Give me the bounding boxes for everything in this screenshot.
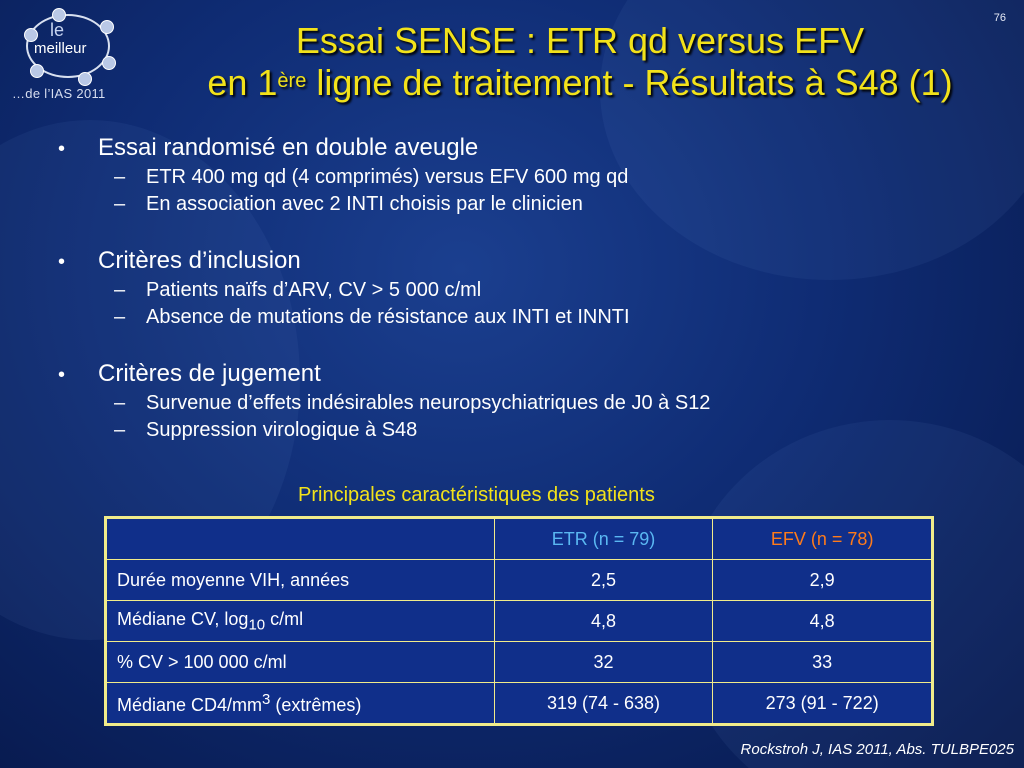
- sub-bullet-item: – Patients naïfs d’ARV, CV > 5 000 c/ml: [114, 279, 482, 301]
- event-logo: [8, 6, 138, 106]
- row-label: % CV > 100 000 c/ml: [106, 642, 495, 683]
- sub-bullet-item: – ETR 400 mg qd (4 comprimés) versus EFV 600 mg qd: [114, 166, 629, 188]
- logo-dot: [30, 64, 44, 78]
- efv-value: 4,8: [713, 601, 933, 642]
- header-etr: ETR (n = 79): [494, 518, 713, 560]
- etr-value: 32: [494, 642, 713, 683]
- table-row: [106, 560, 933, 601]
- row-label: Durée moyenne VIH, années: [106, 560, 495, 601]
- page-number: 76: [993, 12, 1006, 24]
- sub-bullet-item: – Absence de mutations de résistance aux INTI et INNTI: [114, 306, 630, 328]
- slide-title: [150, 20, 1010, 104]
- sub-bullet-item: – Suppression virologique à S48: [114, 419, 418, 441]
- title-superscript: ère: [277, 70, 307, 92]
- logo-subtitle: …de l’IAS 2011: [12, 86, 106, 101]
- efv-value: 33: [713, 642, 933, 683]
- table-row: [106, 601, 933, 642]
- header-efv: EFV (n = 78): [713, 518, 933, 560]
- table-row: [106, 683, 933, 725]
- logo-meilleur: meilleur: [34, 40, 87, 57]
- etr-value: 2,5: [494, 560, 713, 601]
- row-label: Médiane CV, $\log_{10} c/ml$: [106, 601, 495, 642]
- etr-value: 319 (74 - 638): [494, 683, 713, 725]
- table-row: [106, 642, 933, 683]
- logo-dot: [100, 20, 114, 34]
- bullet-dot-icon: •: [58, 251, 66, 273]
- logo-dot: [78, 72, 92, 86]
- bullet-dot-icon: •: [58, 364, 66, 386]
- header-empty-cell: [106, 518, 495, 560]
- bullet-item: • Essai randomisé en double aveugle: [58, 133, 958, 164]
- bullet-dot-icon: •: [58, 138, 66, 160]
- sub-bullet-item: – En association avec 2 INTI choisis par le clinicien: [114, 193, 583, 215]
- etr-value: 4,8: [494, 601, 713, 642]
- bullet-content: [58, 133, 958, 444]
- logo-dot: [102, 56, 116, 70]
- bullet-item: • Critères d’inclusion: [58, 246, 958, 277]
- efv-value: 2,9: [713, 560, 933, 601]
- logo-le: le: [50, 20, 65, 40]
- efv-value: 273 (91 - 722): [713, 683, 933, 725]
- bullet-item: • Critères de jugement: [58, 359, 958, 390]
- row-label: Médiane $CD4/mm^3$ (extrêmes): [106, 683, 495, 725]
- title-line-1: Essai SENSE : ETR qd versus EFV: [295, 20, 865, 61]
- citation-footer: Rockstroh J, IAS 2011, Abs. TULBPE025: [740, 741, 1014, 758]
- title-line-2: en 1ère ligne de traitement - Résultats à S48 (1): [207, 62, 953, 103]
- table-header-row: [106, 518, 933, 560]
- table-caption: Principales caractéristiques des patients: [298, 484, 655, 506]
- sub-bullet-item: – Survenue d’effets indésirables neuropsychiatriques de J0 à S12: [114, 392, 711, 414]
- patient-characteristics-table: [104, 516, 934, 726]
